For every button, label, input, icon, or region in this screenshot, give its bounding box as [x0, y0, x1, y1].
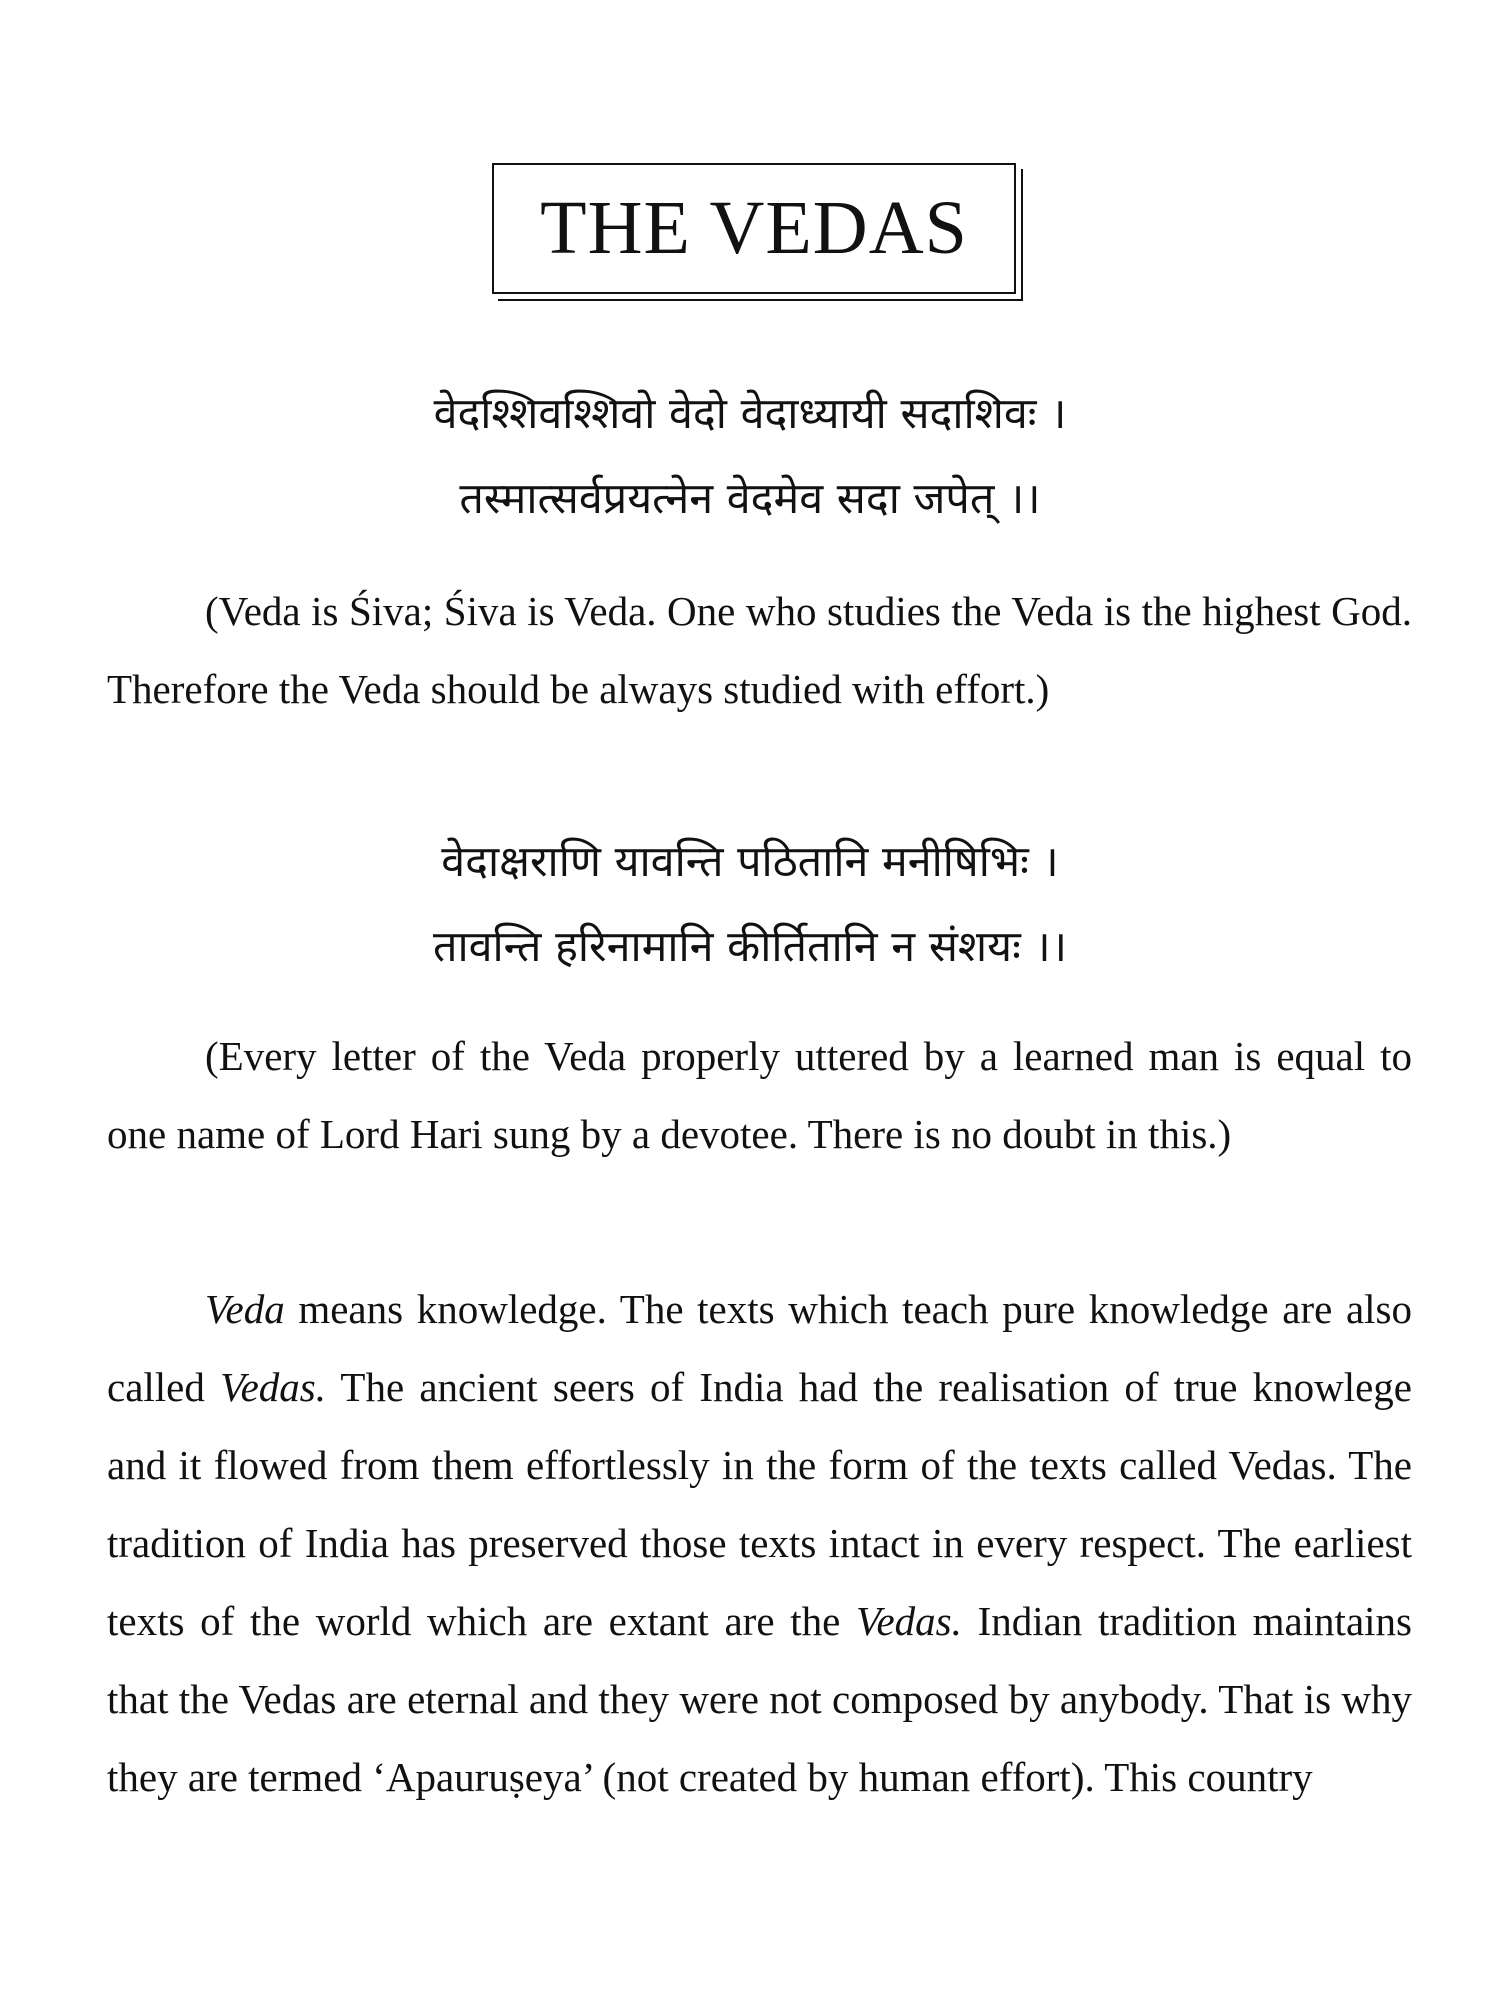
title-box: [492, 163, 1016, 294]
translation-1: (Veda is Śiva; Śiva is Veda. One who studies the Veda is the highest God. Therefore the Veda should be always studied with effort.): [107, 588, 1412, 712]
verse-2-line-2: तावन्ति हरिनामानि कीर्तितानि न संशयः ।।: [432, 922, 1068, 972]
body-paragraph: [107, 1270, 1412, 1816]
body-text-1: means knowledge. The texts which teach pure knowledge are also called: [107, 1286, 1412, 1410]
page-title: THE VEDAS: [540, 186, 968, 270]
verse-1-line-1: वेदश्शिवश्शिवो वेदो वेदाध्यायी सदाशिवः ।: [433, 389, 1067, 439]
verse-1-line-2: तस्मात्सर्वप्रयत्नेन वेदमेव सदा जपेत् ।।: [459, 474, 1041, 524]
term-vedas-2: Vedas.: [855, 1598, 962, 1644]
body-text-2: The ancient seers of India had the realisation of true knowlege and it flowed from them effortlessly in the form of the texts called Vedas. The tradition of India has preserved those texts intact in every respect. The earliest texts of the world which are extant are the: [107, 1364, 1412, 1644]
term-veda: Veda: [205, 1286, 285, 1332]
verse-2-line-1: वेदाक्षराणि यावन्ति पठितानि मनीषिभिः ।: [441, 837, 1059, 887]
body-text-3: Indian tradition maintains that the Vedas are eternal and they were not composed by anybody. That is why they are termed ‘Apauruṣeya’ (not created by human effort). This country: [107, 1598, 1412, 1800]
translation-2: (Every letter of the Veda properly uttered by a learned man is equal to one name of Lord Hari sung by a devotee. There is no doubt in this.): [107, 1033, 1412, 1157]
term-vedas-1: Vedas.: [220, 1364, 326, 1410]
